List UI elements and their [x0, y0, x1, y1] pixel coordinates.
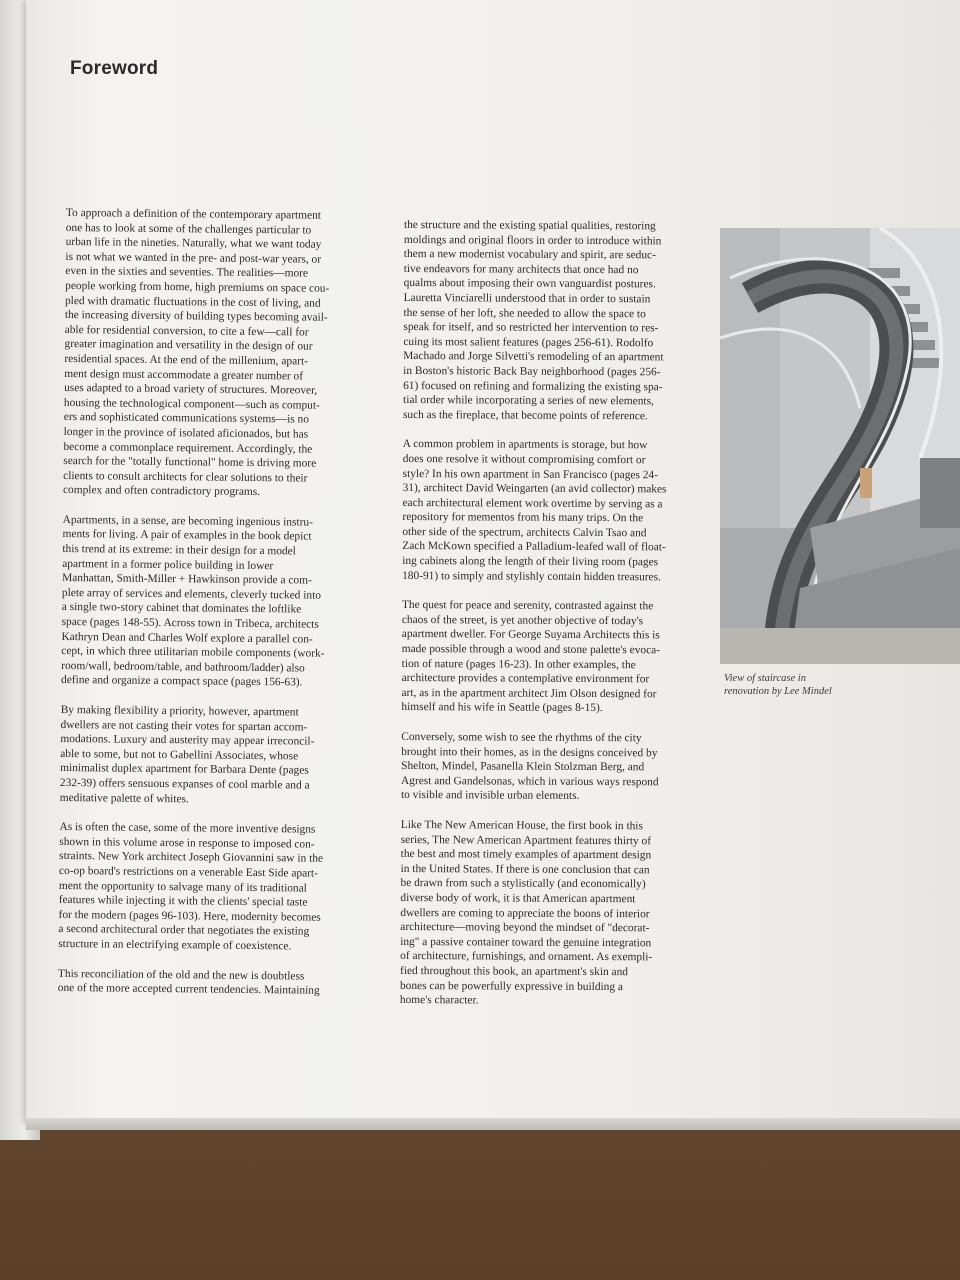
paragraph: the structure and the existing spatial qualities, restoring moldings and original floors in order to introduce within them a new modernist vocabulary and spirit, are seduc- tive endeavors for many architects that once had no qualms about imposing their own vanguardist postures. Lauretta Vinciarelli understood that in order to sustain the sense of her loft, she needed to allow the space to speak for itself, and so restricted her intervention to res- cuing its most salient features (pages 256-61). Rodolfo Machado and Jorge Silvetti's remodeling of an apartment in Boston's historic Back Bay neighborhood (pages 256- 61) focused on refining and formalizing the existing spa- tial order while incorporating a series of new elements, such as the fireplace, that become points of reference.: [402, 218, 664, 422]
book-bottom-edge: [26, 1118, 960, 1130]
left-text-column: [58, 206, 384, 1014]
paragraph: As is often the case, some of the more inventive designs shown in this volume arose in response to imposed con- straints. New York architect Joseph Giovannini saw in the co-op board's restrictions on a venerable East Side apart- ment the opportunity to salvage many of its traditional features while injecting it with the clients' special taste for the modern (pages 96-103). Here, modernity becomes a second architectural order that negotiates the existing structure in an electrifying example of coexistence.: [58, 821, 324, 953]
paragraph: Apartments, in a sense, are becoming ingenious instru- ments for living. A pair of examples in the book depict this trend at its extreme: in their design for a model apartment in a former police building in lower Manhattan, Smith-Miller + Hawkinson provide a com- plete array of services and elements, cleverly tucked into a single two-story cabinet that dominates the loftlike space (pages 148-55). Across town in Tribeca, architects Kathryn Dean and Charles Wolf explore a parallel con- cept, in which three utilitarian mobile components (work- room/wall, bedroom/table, and bathroom/ladder) also define and organize a compact space (pages 156-63).: [60, 513, 325, 689]
paragraph: Like The New American House, the first book in this series, The New American Apartment features thirty of the best and most timely examples of apartment design in the United States. If there is one conclusion that can be drawn from such a stylistically (and economically) diverse body of work, it is that American apartment dwellers are coming to appreciate the boons of interior architecture—moving beyond the mindset of "decorat- ing" a passive container toward the genuine integration of architecture, furnishings, and ornament. As exempli- fied throughout this book, an apartment's skin and bones can be powerfully expressive in building a home's character.: [399, 818, 653, 1007]
page-heading: Foreword: [70, 58, 159, 79]
paragraph: The quest for peace and serenity, contrasted against the chaos of the street, is yet another objective of today's apartment dweller. For George Suyama Architects this is made possible through a wood and stone palette's evoca- tion of nature (pages 16-23). In other examples, the architecture provides a contemplative environment for art, as in the apartment architect Jim Olson designed for himself and his wife in Seattle (pages 8-15).: [401, 599, 661, 715]
staircase-photo: [720, 228, 960, 664]
paragraph: This reconciliation of the old and the new is doubtless one of the more accepted current tendencies. Maintaining: [57, 967, 320, 997]
middle-text-column: [400, 218, 704, 1024]
staircase-illustration: [720, 228, 960, 664]
photo-caption: View of staircase in renovation by Lee Mindel: [724, 673, 832, 697]
paragraph: A common problem in apartments is storage, but how does one resolve it without compromising comfort or style? In his own apartment in San Francisco (pages 24- 31), architect David Weingarten (an avid collector) makes each architectural element work overtime by serving as a repository for mementos from his many trips. On the other side of the spectrum, architects Calvin Tsao and Zach McKown specified a Palladium-leafed wall of float- ing cabinets along the length of their living room (pages 180-91) to simply and stylishly contain hidden treasures.: [402, 438, 667, 584]
paragraph: Conversely, some wish to see the rhythms of the city brought into their homes, as in the designs conceived by Shelton, Mindel, Pasanella Klein Stolzman Berg, and Agrest and Gandelsonas, which in various ways respond to visible and invisible urban elements.: [400, 730, 659, 803]
paragraph: By making flexibility a priority, however, apartment dwellers are not casting their votes for spartan accom- modations. Luxury and austerity may appear irreconcil- able to some, but not to Gabellini Associates, whose minimalist duplex apartment for Barbara Dente (pages 232-39) offers sensuous expanses of cool marble and a meditative palette of whites.: [59, 703, 315, 805]
paragraph: To approach a definition of the contemporary apartment one has to look at some of the challenges particular to urban life in the nineties. Naturally, what we want today is not what we wanted in the pre- and post-war years, or even in the sixties and seventies. The realities—more people working from home, high premiums on space cou- pled with dramatic fluctuations in the cost of living, and the increasing diversity of building types becoming avail- able for residential conversion, to cite a few—call for greater imagination and versatility in the design of our residential spaces. At the end of the millenium, apart- ment design must accommodate a greater number of uses adapted to a broad variety of structures. Moreover, housing the technological component—such as comput- ers and sophisticated communications systems—is no longer in the province of isolated aficionados, but has become a commonplace requirement. Accordingly, the search for the "totally functional" home is driving more clients to consult architects for clear solutions to their complex and often contradictory programs.: [62, 206, 330, 499]
